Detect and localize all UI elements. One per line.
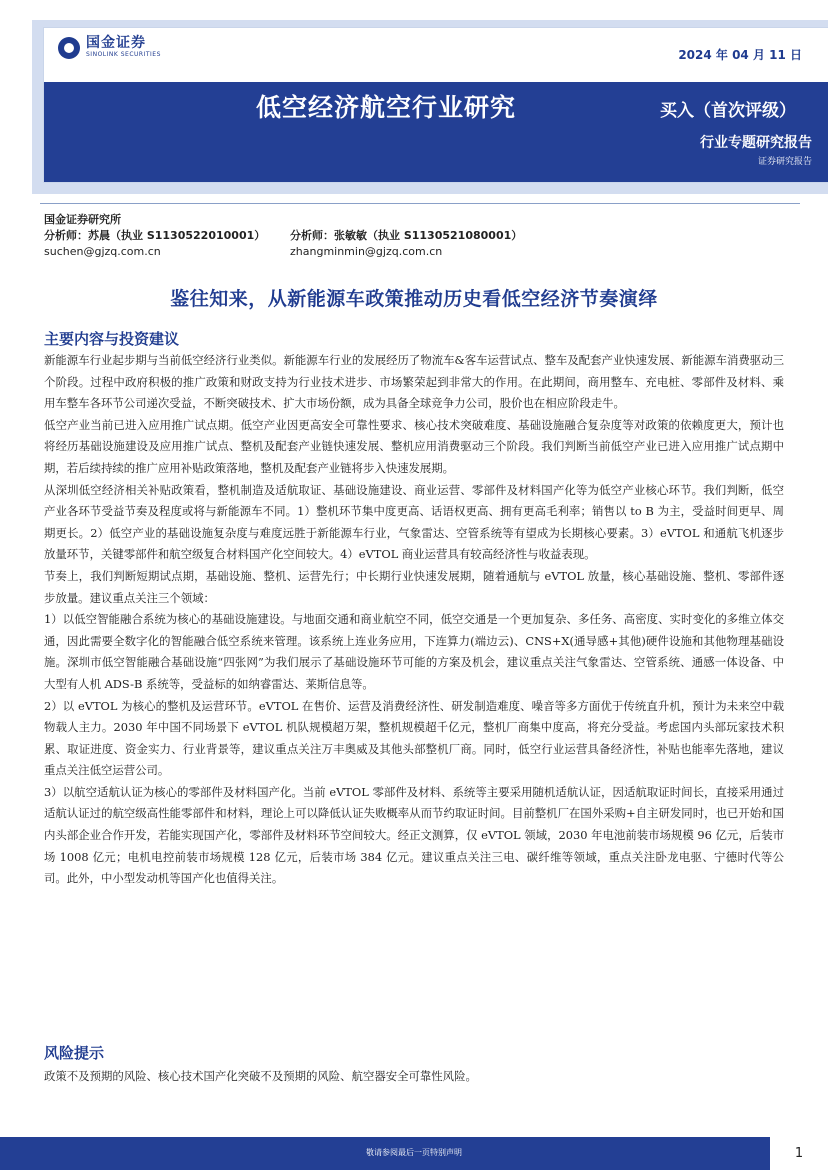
page-footer bbox=[0, 1137, 828, 1170]
report-subtype: 证券研究报告 bbox=[757, 157, 812, 167]
paragraph: 低空产业当前已进入应用推广试点期。低空产业因更高安全可靠性要求、核心技术突破难度、基础设施融合复杂度等对政策的依赖度更大，预计也将经历基础设施建设及应用推广试点、整机及配套产业链快速发展、整机应用消费驱动三个阶段。我们判断当前低空产业已进入应用推广试点期中期，若后续持续的推广应用补贴政策落地，整机及配套产业链将步入快速发展期。 bbox=[44, 417, 784, 475]
logo-icon bbox=[58, 37, 80, 59]
analyst-1-email[interactable]: suchen@gjzq.com.cn bbox=[44, 245, 161, 258]
analyst-names-row bbox=[44, 228, 522, 244]
analyst-emails-row bbox=[44, 244, 522, 260]
analyst-2-name: 分析师：张敏敏（执业 S1130521080001） bbox=[290, 229, 523, 242]
company-logo bbox=[58, 36, 161, 59]
title-panel bbox=[44, 82, 828, 182]
risk-text: 政策不及预期的风险、核心技术国产化突破不及预期的风险、航空器安全可靠性风险。 bbox=[44, 1069, 477, 1083]
analyst-2-email[interactable]: zhangminmin@gjzq.com.cn bbox=[290, 245, 443, 258]
main-body bbox=[44, 350, 784, 890]
paragraph: 节奏上，我们判断短期试点期，基础设施、整机、运营先行；中长期行业快速发展期，随着通航与 eVTOL 放量，核心基础设施、整机、零部件逐步放量。建议重点关注三个领域： bbox=[44, 568, 784, 605]
footer-disclaimer: 敬请参阅最后一页特别声明 bbox=[366, 1148, 462, 1157]
institute-name: 国金证券研究所 bbox=[44, 213, 121, 226]
report-type: 行业专题研究报告 bbox=[700, 135, 812, 151]
report-date: 2024 年 04 月 11 日 bbox=[678, 48, 802, 62]
report-header bbox=[44, 28, 828, 182]
section-title-risk: 风险提示 bbox=[44, 1044, 105, 1062]
paragraph: 3）以航空适航认证为核心的零部件及材料国产化。当前 eVTOL 零部件及材料、系统等主要采用随机适航认证，因适航取证时间长，直接采用通过适航认证过的航空级高性能零部件和材料，理论上可以降低认证失败概率从而节约取证时间。目前整机厂在国外采购+自主研发同时，也已开始和国内头部企业合作开发，若能实现国产化，零部件及材料环节空间较大。经正文测算，仅 eVTOL 领域，2030 年电池前装市场规模 96 亿元，后装市场 1008 亿元；电机电控前装市场规模 128 亿元，后装市场 384 亿元。建议重点关注三电、碳纤维等领域，重点关注卧龙电驱、宁德时代等公司。此外，中小型发动机等国产化也值得关注。 bbox=[44, 784, 784, 886]
logo-text-cn: 国金证券 bbox=[86, 35, 146, 51]
paragraph: 从深圳低空经济相关补贴政策看，整机制造及适航取证、基础设施建设、商业运营、零部件及材料国产化等为低空产业核心环节。我们判断，低空产业各环节受益节奏及程度或将与新能源车不同。1）整机环节集中度更高、话语权更高、拥有更高毛利率；销售以 to B 为主，受益时间更早、周期更长。2）低空产业的基础设施复杂度与难度远胜于新能源车行业，气象雷达、空管系统等有望成为长期核心要素。3）eVTOL 和通航飞机逐步放量环节，关键零部件和航空级复合材料国产化空间较大。4）eVTOL 商业运营具有较高经济性与收益表现。 bbox=[44, 482, 784, 562]
rating-badge: 买入（首次评级） bbox=[660, 101, 796, 121]
page-number: 1 bbox=[770, 1137, 828, 1170]
analyst-info bbox=[44, 212, 522, 260]
section-title-main: 主要内容与投资建议 bbox=[44, 330, 180, 348]
paragraph: 2）以 eVTOL 为核心的整机及运营环节。eVTOL 在售价、运营及消费经济性、研发制造难度、噪音等多方面优于传统直升机，预计为未来空中载物载人主力。2030 年中国不同场景下 eVTOL 机队规模超万架，整机规模超千亿元，整机厂商集中度高，将充分受益。考虑国内头部玩家技术积累、取证进度、资金实力、行业背景等，建议重点关注万丰奥威及其他头部整机厂商。同时，低空行业运营具备经济性，补贴也能率先落地，建议重点关注低空运营公司。 bbox=[44, 698, 784, 778]
paragraph: 1）以低空智能融合系统为核心的基础设施建设。与地面交通和商业航空不同，低空交通是一个更加复杂、多任务、高密度、实时变化的多维立体交通，因此需要全数字化的智能融合低空系统来管理。该系统上连业务应用，下连算力(端边云)、CNS+X(通导感+其他)硬件设施和其他物理基础设施。深圳市低空智能融合基础设施“四张网”为我们展示了基础设施环节可能的方案及机会，建议重点关注气象雷达、空管系统、通感一体设备、中大型有人机 ADS-B 系统等，受益标的如纳睿雷达、莱斯信息等。 bbox=[44, 612, 784, 691]
report-title: 低空经济航空行业研究 bbox=[256, 93, 517, 122]
report-headline: 鉴往知来，从新能源车政策推动历史看低空经济节奏演绎 bbox=[170, 288, 658, 310]
logo-text-en: SINOLINK SECURITIES bbox=[86, 51, 161, 58]
paragraph: 新能源车行业起步期与当前低空经济行业类似。新能源车行业的发展经历了物流车&客车运营试点、整车及配套产业快速发展、新能源车消费驱动三个阶段。过程中政府积极的推广政策和财政支持为行业技术进步、市场繁荣起到非常大的作用。在此期间，商用整车、充电桩、零部件及材料、乘用车整车各环节公司递次受益，不断突破技术、扩大市场份额，成为具备全球竞争力公司，股价也在相应阶段走牛。 bbox=[44, 353, 784, 411]
analyst-1-name: 分析师：苏晨（执业 S1130522010001） bbox=[44, 229, 266, 242]
header-divider bbox=[40, 203, 800, 204]
